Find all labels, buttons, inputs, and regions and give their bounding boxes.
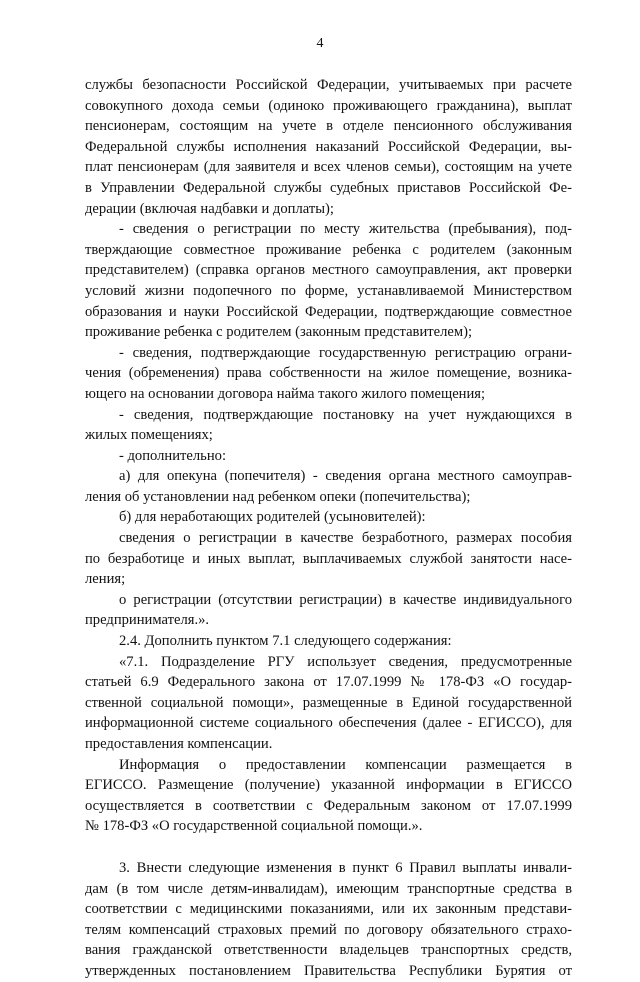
text-line: ственной социальной помощи», размещенные в Единой государственной xyxy=(85,694,572,711)
text-line: плат пенсионерам (для заявителя и всех членов семьи), состоящим на учете xyxy=(85,159,572,176)
text-line: 3. Внести следующие изменения в пункт 6 Правил выплаты инвали- xyxy=(119,859,572,876)
text-line: осуществляется в соответствии с Федеральным законом от 17.07.1999 xyxy=(85,797,572,814)
text-line: утвержденных постановлением Правительства Республики Бурятия от xyxy=(85,962,572,979)
text-line: предпринимателя.». xyxy=(85,612,210,629)
text-line: дерации (включая надбавки и доплаты); xyxy=(85,200,334,217)
text-line: ЕГИССО. Размещение (получение) указанной информации в ЕГИССО xyxy=(85,777,572,794)
text-line: проживание ребенка с родителем (законным представителем); xyxy=(85,324,473,341)
text-line: предоставления компенсации. xyxy=(85,736,273,752)
text-line: б) для неработающих родителей (усыновителей): xyxy=(119,509,426,526)
text-line: совокупного дохода семьи (одиноко проживающего гражданина), выплат xyxy=(85,97,572,114)
text-line: образования и науки Российской Федерации, подтверждающие совместное xyxy=(85,303,572,320)
text-line: в Управлении Федеральной службы судебных приставов Российской Фе- xyxy=(85,179,572,196)
text-line: Федеральной службы исполнения наказаний Российской Федерации, вы- xyxy=(85,138,572,155)
text-line: вания гражданской ответственности владельцев транспортных средств, xyxy=(85,942,572,959)
text-line: - сведения о регистрации по месту жительства (пребывания), под- xyxy=(119,221,572,238)
text-line: представителем) (справка органов местного самоуправления, акт проверки xyxy=(85,262,572,279)
text-line: телям компенсаций страховых премий по договору обязательного страхо- xyxy=(85,921,572,938)
text-line: чения (обременения) права собственности на жилое помещение, возника- xyxy=(85,365,572,382)
text-line: информационной системе социального обеспечения (далее - ЕГИССО), для xyxy=(85,715,572,732)
page-number: 4 xyxy=(316,36,324,51)
text-line: ления; xyxy=(85,571,126,588)
text-line: ления об установлении над ребенком опеки (попечительства); xyxy=(85,488,471,505)
text-line: - дополнительно: xyxy=(119,447,227,464)
text-line: по безработице и иных выплат, выплачиваемых службой занятости насе- xyxy=(85,550,572,567)
text-line: Информация о предоставлении компенсации размещается в xyxy=(119,756,572,773)
text-line: «7.1. Подразделение РГУ использует сведения, предусмотренные xyxy=(119,653,572,670)
document-body xyxy=(85,75,572,982)
text-line: тверждающие совместное проживание ребенка с родителем (законным xyxy=(85,241,572,258)
text-line: - сведения, подтверждающие постановку на учет нуждающихся в xyxy=(119,406,572,423)
text-line: условий жизни подопечного по форме, устанавливаемой Министерством xyxy=(85,282,572,299)
text-line: о регистрации (отсутствии регистрации) в качестве индивидуального xyxy=(119,591,572,608)
text-line: службы безопасности Российской Федерации, учитываемых при расчете xyxy=(85,77,572,93)
text-line: дам (в том числе детям-инвалидам), имеющим транспортные средства в xyxy=(85,880,572,897)
paragraph-gap xyxy=(85,837,572,858)
text-line: - сведения, подтверждающие государственную регистрацию ограни- xyxy=(119,344,572,361)
text-line: жилых помещениях; xyxy=(85,427,213,444)
text-line: пенсионерам, состоящим на учете в отделе пенсионного обслуживания xyxy=(85,118,572,135)
text-line: а) для опекуна (попечителя) - сведения органа местного самоуправ- xyxy=(119,468,572,485)
text-line: сведения о регистрации в качестве безработного, размерах пособия xyxy=(119,530,572,547)
text-line: соответствии с медицинскими показаниями, или их законным представи- xyxy=(85,901,572,918)
text-line: статьей 6.9 Федерального закона от 17.07.1999 № 178-ФЗ «О государ- xyxy=(85,674,572,691)
text-line: 2.4. Дополнить пунктом 7.1 следующего содержания: xyxy=(119,633,452,650)
text-line: ющего на основании договора найма такого жилого помещения; xyxy=(85,385,486,402)
text-line: № 178-ФЗ «О государственной социальной помощи.». xyxy=(85,818,423,835)
